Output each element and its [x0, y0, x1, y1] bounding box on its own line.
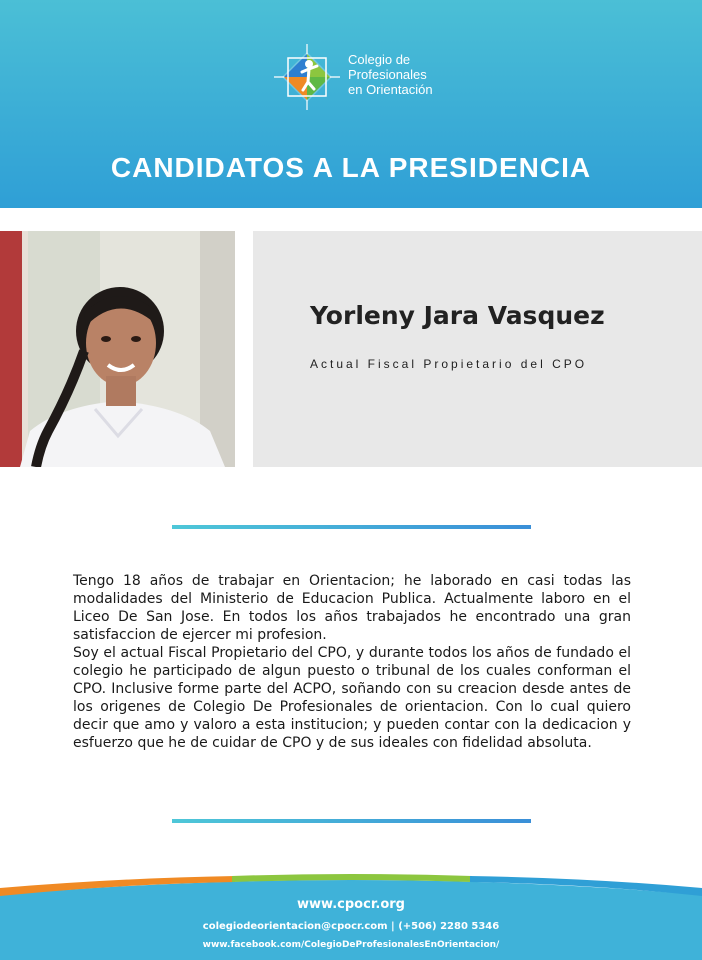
cpo-logo[interactable] — [272, 42, 442, 112]
footer-website[interactable]: www.cpocr.org — [297, 897, 405, 912]
divider-bottom — [172, 819, 531, 823]
candidate-role: Actual Fiscal Propietario del CPO — [310, 357, 588, 371]
candidate-portrait-image — [0, 231, 235, 467]
logo-line-2: Profesionales — [348, 67, 427, 82]
logo-line-3: en Orientación — [348, 82, 433, 97]
logo-line-1: Colegio de — [348, 52, 411, 67]
footer-contact[interactable]: colegiodeorientacion@cpocr.com | (+506) 2280 5346 — [202, 921, 500, 932]
statement-paragraph-2: Soy el actual Fiscal Propietario del CPO, y durante todos los años de fundado el colegio he participado de algun puesto o tribunal de los cuales conforman el CPO. Inclusive forme parte del ACPO, soñando con su creacion desde antes de los origenes de Colegio De Profesionales de orientacion. Con lo cual quiero decir que amo y valoro a esta institucion; y pueden contar con la dedicacion y esfuerzo que he de cuidar de CPO y de sus ideales con fidelidad absoluta. — [73, 645, 631, 751]
logo-text — [348, 52, 458, 97]
divider-top — [172, 525, 531, 529]
statement-paragraph-1: Tengo 18 años de trabajar en Orientacion; he laborado en casi todas las modalidades del Ministerio de Educacion Publica. Actualmente laboro en el Liceo De San Jose. En todos los años trabajados he encontrado una gran satisfaccion de ejercer mi profesion. — [73, 573, 631, 643]
candidate-photo — [0, 231, 235, 467]
candidate-info-panel — [253, 231, 702, 467]
candidate-statement — [73, 572, 631, 752]
header-banner — [0, 0, 702, 208]
footer-facebook[interactable]: www.facebook.com/ColegioDeProfesionalesEnOrientacion/ — [202, 940, 500, 950]
candidate-name: Yorleny Jara Vasquez — [310, 301, 605, 330]
cpo-logo-icon — [272, 42, 342, 112]
page-title: CANDIDATOS A LA PRESIDENCIA — [110, 152, 592, 183]
footer-band — [0, 870, 702, 960]
